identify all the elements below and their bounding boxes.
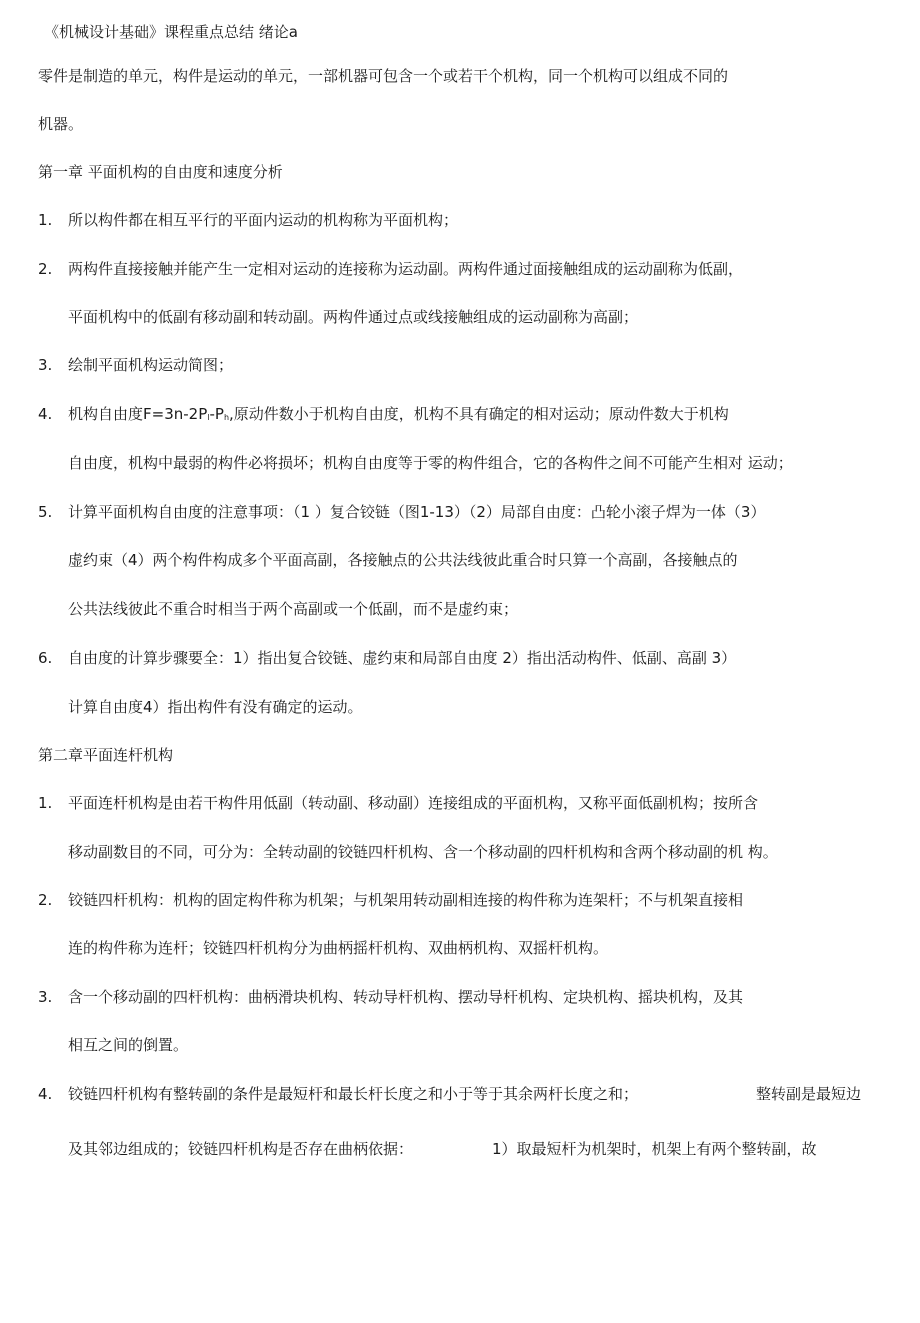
ch2-item1-line2: 移动副数目的不同，可分为：全转动副的铰链四杆机构、含一个移动副的四杆机构和含两个移动副的机 构。 — [68, 843, 778, 861]
ch1-item6-num: 6. — [38, 649, 53, 667]
ch2-item4-line2a: 及其邻边组成的；铰链四杆机构是否存在曲柄依据： — [68, 1140, 414, 1158]
intro-line-2: 机器。 — [38, 115, 84, 133]
ch1-item2-line1: 两构件直接接触并能产生一定相对运动的连接称为运动副。两构件通过面接触组成的运动副称为低副， — [68, 260, 744, 278]
ch1-item6-line1: 自由度的计算步骤要全：1）指出复合铰链、虚约束和局部自由度 2）指出活动构件、低副、高副 3） — [68, 649, 737, 667]
ch2-item3-line1: 含一个移动副的四杆机构：曲柄滑块机构、转动导杆机构、摆动导杆机构、定块机构、摇块机构，及其 — [68, 988, 744, 1006]
formula-text-2: -P — [209, 405, 224, 423]
ch1-item4-line2: 自由度，机构中最弱的构件必将损坏；机构自由度等于零的构件组合，它的各构件之间不可能产生相对 运动； — [68, 454, 793, 472]
ch1-item6-line2: 计算自由度4）指出构件有没有确定的运动。 — [68, 698, 363, 716]
ch1-item4-line1 — [68, 404, 729, 428]
ch2-item4-line1b: 整转副是最短边 — [756, 1085, 862, 1103]
ch1-item3-num: 3. — [38, 356, 53, 374]
chapter1-heading: 第一章 平面机构的自由度和速度分析 — [38, 163, 283, 181]
ch2-item3-line2: 相互之间的倒置。 — [68, 1036, 189, 1054]
intro-line-1: 零件是制造的单元，构件是运动的单元，一部机器可包含一个或若干个机构，同一个机构可以组成不同的 — [38, 67, 729, 85]
ch1-item5-line2: 虚约束（4）两个构件构成多个平面高副，各接触点的公共法线彼此重合时只算一个高副，各接触点的 — [68, 551, 738, 569]
ch2-item1-line1: 平面连杆机构是由若干构件用低副（转动副、移动副）连接组成的平面机构，又称平面低副机构；按所含 — [68, 794, 759, 812]
ch1-item5-num: 5. — [38, 503, 53, 521]
formula-text: 机构自由度F=3n-2P — [68, 405, 208, 423]
ch1-item2-line2: 平面机构中的低副有移动副和转动副。两构件通过点或线接触组成的运动副称为高副； — [68, 308, 639, 326]
doc-title: 《机械设计基础》课程重点总结 绪论a — [44, 23, 298, 41]
ch2-item4-num: 4. — [38, 1085, 53, 1103]
ch1-item1-line1: 所以构件都在相互平行的平面内运动的机构称为平面机构； — [68, 211, 459, 229]
ch1-item5-line1: 计算平面机构自由度的注意事项：（1 ）复合铰链（图1-13）（2）局部自由度：凸轮小滚子焊为一体（3） — [68, 503, 766, 521]
item4-line1-rest: ,原动件数小于机构自由度，机构不具有确定的相对运动；原动件数大于机构 — [229, 405, 729, 423]
ch1-item2-num: 2. — [38, 260, 53, 278]
ch1-item5-line3: 公共法线彼此不重合时相当于两个高副或一个低副，而不是虚约束； — [68, 600, 519, 618]
ch2-item2-line2: 连的构件称为连杆；铰链四杆机构分为曲柄摇杆机构、双曲柄机构、双摇杆机构。 — [68, 939, 609, 957]
formula-subscript-l: l — [207, 413, 210, 422]
ch2-item2-num: 2. — [38, 891, 53, 909]
ch2-item4-line1a: 铰链四杆机构有整转副的条件是最短杆和最长杆长度之和小于等于其余两杆长度之和； — [68, 1085, 639, 1103]
ch2-item4-line2b: 1）取最短杆为机架时，机架上有两个整转副，故 — [492, 1140, 817, 1158]
ch1-item3-line1: 绘制平面机构运动简图； — [68, 356, 234, 374]
ch1-item1-num: 1. — [38, 211, 53, 229]
ch2-item3-num: 3. — [38, 988, 53, 1006]
ch2-item1-num: 1. — [38, 794, 53, 812]
ch1-item4-num: 4. — [38, 405, 53, 423]
ch2-item2-line1: 铰链四杆机构：机构的固定构件称为机架；与机架用转动副相连接的构件称为连架杆；不与机架直接相 — [68, 891, 744, 909]
chapter2-heading: 第二章平面连杆机构 — [38, 746, 174, 764]
formula-subscript-h: h — [223, 413, 230, 422]
